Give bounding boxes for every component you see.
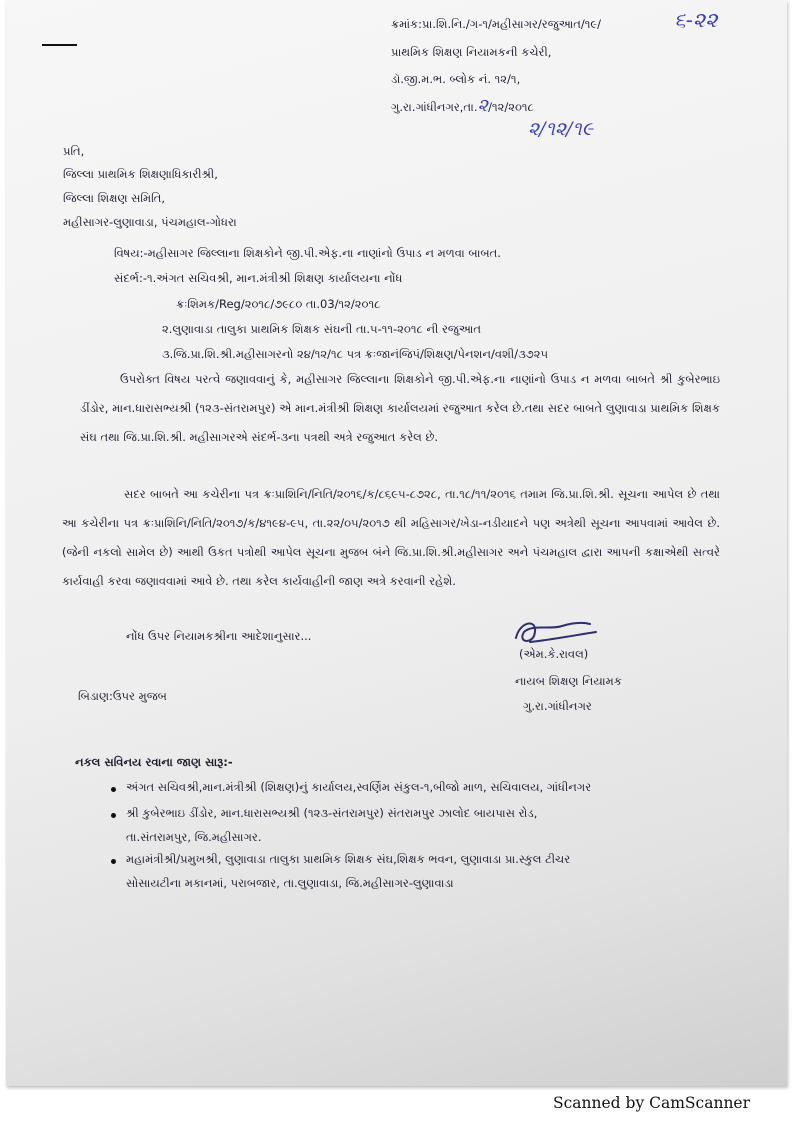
date-suffix: /૧૨/૨૦૧૮ xyxy=(488,100,534,114)
handwritten-received-stamp: ૨/૧૨/૧૯ xyxy=(528,118,593,140)
camscanner-footer: Scanned by CamScanner xyxy=(553,1094,751,1112)
body-paragraph-2: સદર બાબતે આ કચેરીના પત્ર ક્રઃપ્રાશિનિ/નિતિ/૨૦૧૬/ક/૮૬૯૫-૮૭૨૮, તા.૧૮/૧૧/૨૦૧૬ તમામ જિ.પ્રા.શિ.શ્રી. સૂચના આપેલ છે તથા આ કચેરીના પત્ર ક્રઃપ્રાશિનિ/નિતિ/૨૦૧૭/ક/૪૧૯૪-૯૫, તા.૨૨/૦૫/૨૦૧૭ થી મહિસાગર/ખેડા-નડીયાદને પણ અત્રેથી સૂચના આપવામાં આવેલ છે. (જેની નકલો સામેલ છે) આથી ઉકત પત્રોથી આપેલ સૂચના મુજબ બંને જિ.પ્રા.શિ.શ્રી.મહીસાગર અને પંચમહાલ દ્વારા આપની કક્ષાએથી સત્વરે કાર્યવાહી કરવા જણાવવામાં આવે છે. તથા કરેલ કાર્યવાહીની જાણ અત્રે કરવાની રહેશે. xyxy=(62,487,720,588)
handwritten-date-day: ૨ xyxy=(477,95,489,116)
scanned-letter-page xyxy=(6,0,787,1086)
signatory-place: ગુ.રા.ગાંધીનગર xyxy=(523,699,592,713)
signature-scribble xyxy=(510,612,620,648)
recipient-committee: જિલ્લા શિક્ષણ સમિતિ, xyxy=(63,191,166,205)
reference-1-number: ક્રઃશિમક/Reg/૨૦૧૮/૭૯૮૦ તા.03/૧૨/૨૦૧૮ xyxy=(176,297,381,311)
copy-recipient-3-line1: મહામંત્રીશ્રી/પ્રમુખશ્રી, લુણાવાડા તાલુકા પ્રાથમિક શિક્ષક સંઘ,શિક્ષક ભવન, લુણાવાડા પ્રા.સ્કુલ ટીચર xyxy=(126,852,571,866)
date-prefix: ગુ.રા.ગાંધીનગર,તા. xyxy=(391,100,478,114)
office-name: પ્રાથમિક શિક્ષણ નિયામકની કચેરી, xyxy=(391,45,552,59)
copy-recipient-1: અંગત સચિવશ્રી,માન.મંત્રીશ્રી (શિક્ષણ)નું કાર્યાલય,સ્વર્ણિમ સંકુલ-૧,બીજો માળ, સચિવાલય, ગાંધીનગર xyxy=(126,780,592,794)
reference-1: સંદર્ભ:-૧.અંગત સચિવશ્રી, માન.મંત્રીશ્રી શિક્ષણ કાર્યાલયના નોંધ xyxy=(114,271,403,285)
reference-3: ૩.જિ.પ્રા.શિ.શ્રી.મહીસાગરનો ૨૪/૧૨/૧૮ પત્ર ક્રઃજાનંજિપં/શિક્ષણ/પેનશન/વશી/૩૭૨૫ xyxy=(162,347,549,361)
body-paragraph-1: ઉપરોક્ત વિષય પરત્વે જણાવવાનું કે, મહીસાગર જિલ્લાના શિક્ષકોને જી.પી.એફ.ના નાણાંનો ઉપાડ ન મળવા બાબતે શ્રી કુબેરભાઇ ડીંડોર, માન.ધારાસભ્યશ્રી (૧૨૩-સંતરામપુર) એ માન.મંત્રીશ્રી શિક્ષણ કાર્યાલયમાં રજુઆત કરેલ છે.તથા સદર બાબતે લુણાવાડા પ્રાથમિક શિક્ષક સંઘ તથા જિ.પ્રા.શિ.શ્રી. મહીસાગરએ સંદર્ભ-૩ના પત્રથી અત્રે રજુઆત કરેલ છે. xyxy=(80,372,720,444)
recipient-location: મહીસાગર-લુણાવાડા, પંચમહાલ-ગોધરા xyxy=(63,215,237,229)
subject-line: વિષય:-મહીસાગર જિલ્લાના શિક્ષકોને જી.પી.એફ.ના નાણાંનો ઉપાડ ન મળવા બાબત. xyxy=(114,246,501,260)
reference-number: ક્રમાંક:પ્રા.શિ.નિ./ગ-૧/મહીસાગર/રજુઆત/૧૯/ xyxy=(391,17,602,31)
bullet-1 xyxy=(111,787,116,792)
signatory-designation: નાયબ શિક્ષણ નિયામક xyxy=(515,674,622,688)
body-paragraph-3: નોંધ ઉપર નિયામકશ્રીના આદેશાનુસાર... xyxy=(126,629,312,643)
bullet-3 xyxy=(111,859,116,864)
handwritten-reference: ૬-૨૨ xyxy=(674,8,718,32)
copy-recipient-3-line2: સોસાયટીના મકાનમાં, પરાબજાર, તા.લુણાવાડા, જિ.મહીસાગર-લુણાવાડા xyxy=(126,876,454,890)
enclosure-note: બિડાણ:ઉપર મુજબ xyxy=(78,689,167,703)
date-line xyxy=(391,95,534,116)
copy-recipient-2-line2: તા.સંતરામપુર, જિ.મહીસાગર. xyxy=(126,830,262,844)
signatory-name: (એમ.કે.રાવલ) xyxy=(519,647,589,661)
copy-to-heading: નકલ સવિનય રવાના જાણ સારૂ:- xyxy=(75,755,233,769)
reference-2: ૨.લુણાવાડા તાલુકા પ્રાથમિક શિક્ષક સંઘની તા.૫-૧૧-૨૦૧૮ ની રજુઆત xyxy=(162,322,482,336)
copy-recipient-2-line1: શ્રી કુબેરભાઇ ડીંડોર, માન.ધારાસભ્યશ્રી (૧૨૩-સંતરામપુર) સંતરામપુર ઝાલોદ બાયપાસ રોડ, xyxy=(126,806,538,820)
office-address: ડૉ.જી.મ.ભ. બ્લોક નં. ૧૨/૧, xyxy=(391,72,521,86)
recipient-designation: જિલ્લા પ્રાથમિક શિક્ષણાધિકારીશ્રી, xyxy=(63,167,218,181)
recipient-salutation: પ્રતિ, xyxy=(63,144,85,158)
margin-dash-mark xyxy=(42,44,77,46)
bullet-2 xyxy=(111,813,116,818)
